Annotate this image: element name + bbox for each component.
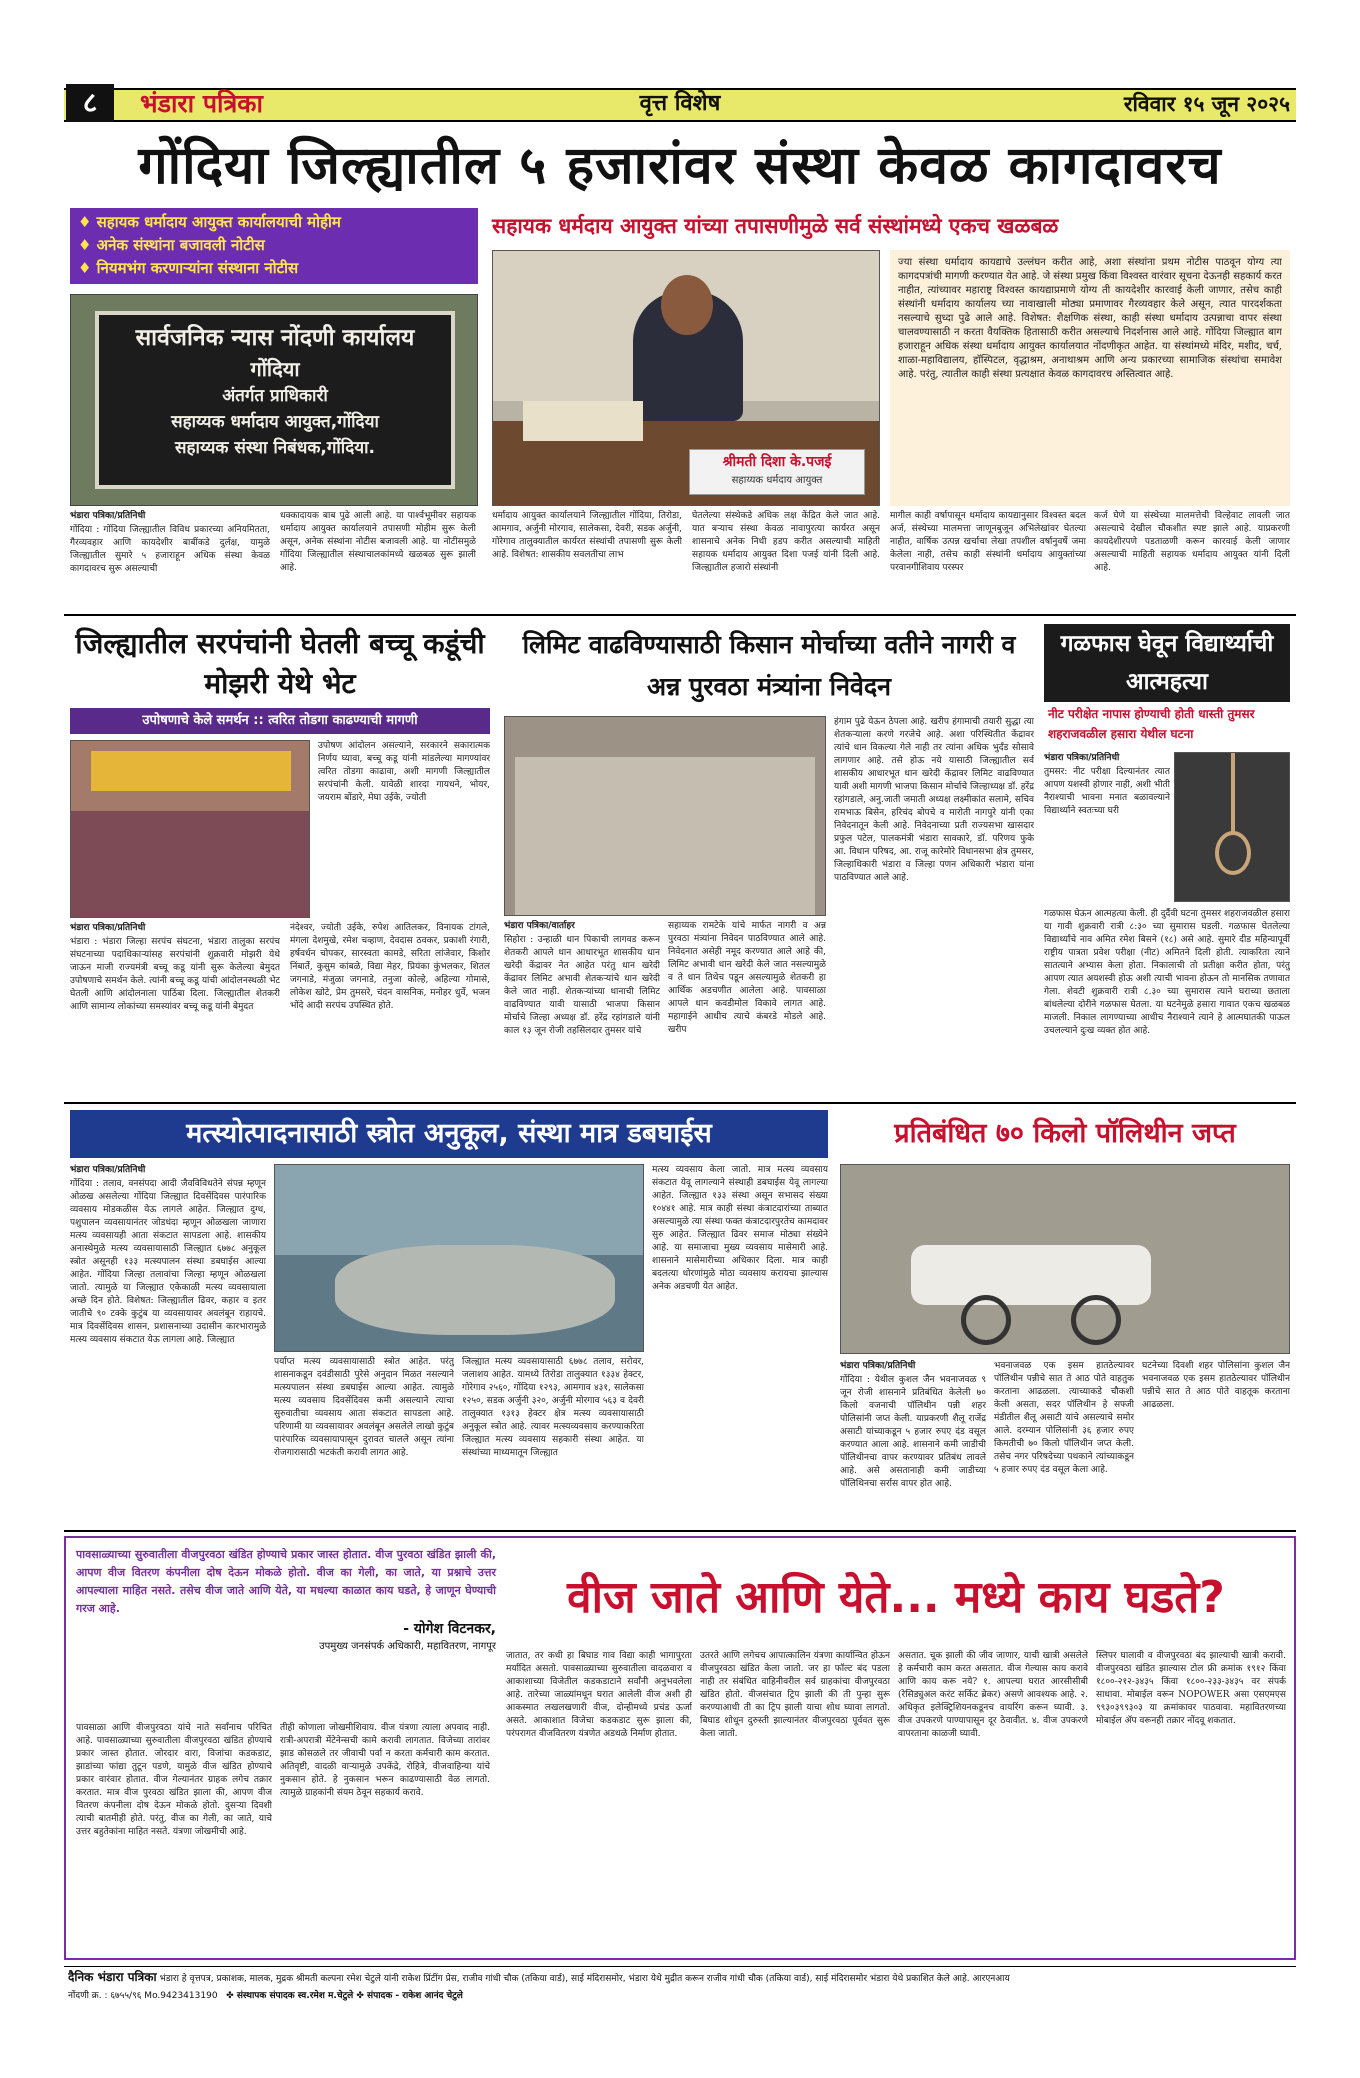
kisan-col-1: सिहोरा : उन्हाळी धान पिकाची लागवड करून शेतकरी आपले धान आधारभूत शासकीय धान खरेदी केंद्रावर नेत आहेत परंतु धान खरेदी केंद्रावर लिमिट अभावी शेतकऱ्यांचे धान खरेदी केले जात नाही. शेतकऱ्यांच्या धानाची लिमिट वाढविण्यात यावी यासाठी भाजपा किसान मोर्चाचे जिल्हा अध्यक्ष डॉ. हरेंद्र रहांगडाले यांनी काल १३ जून रोजी तहसिलदार तुमसर यांचे: [504, 935, 660, 1036]
electricity-col-6: स्लिपर घालावी व वीजपुरवठा बंद झाल्याची खात्री करावी. वीजपुरवठा खंडित झाल्यास टोल फ्री क्रमांक १९१२ किंवा १८००-२१२-३४३५ किंवा १८००-२३३-३४३५ वर संपर्क साधावा. मोबाईल वरून NOPOWER असा एसएमएस ९९३०३९९३०३ या क्रमांकावर पाठवावा. महावितरणच्या मोबाईल ॲप वरूनही तक्रार नोंदवू शकतात.: [1096, 1651, 1286, 1726]
plastic-col-1: गोंदिया : येथील कुशल जैन भवनाजवळ ९ जून रोजी शासनाने प्रतिबंधित केलेली ७० किलो वजनाची पॉलिथीन पन्नी शहर पोलिसांनी जप्त केली. याप्रकरणी शैलू राजेंद्र असाटी यांच्याकडून ५ हजार रुपए दंड वसूल करण्यात आला आहे. शासनाने कमी जाडीची पॉलिथीनचा वापर करण्यावर प्रतिबंध लावले आहे. असे असतानाही कमी जाडीच्या पॉलिथिनचा सर्रास वापर होत आहे.: [840, 1375, 986, 1489]
fish-col-1: गोंदिया : तलाव, वनसंपदा आदी जैवविविधतेने संपन्न म्हणून ओळख असलेल्या गोंदिया जिल्ह्यात दिवसेंदिवस पारंपारिक व्यवसाय मोडकळीस येऊ लागले आहेत. जिल्ह्यात दुग्ध, पशुपालन व्यवसायानंतर जोडधंदा म्हणून ओळखला जाणारा मत्स्य व्यवसायही आता संकटात सापडला आहे. शासकीय अनास्थेमुळे मत्स्य व्यवसायासाठी जिल्ह्यात ६७७८ अनुकूल स्त्रोत असूनही १३३ मत्स्यपालन संस्था डबघाईस आल्या आहेत. गोंदिया जिल्हा तलावांचा जिल्हा म्हणून ओळखला जातो. त्यामुळे या जिल्ह्यात एकेकाळी मत्स्य व्यवसायाला अच्छे दिन होते. विशेषत: जिल्ह्यातील ढिवर, कहार व इतर जातीचे ९० टक्के कुटुंब या व्यवसायावर अवलंबून राहायचे. मात्र दिवसेंदिवस शासन, प्रशासनाच्या उदासीन कारभारामुळे मत्स्य व्यवसाय संकटात येऊ लागला आहे. जिल्ह्यात: [70, 1179, 266, 1345]
student-headline: गळफास घेवून विद्यार्थ्याची आत्महत्या: [1044, 624, 1290, 702]
electricity-author: - योगेश विटनकर,: [403, 1621, 496, 1637]
sign-line: सहाय्यक धर्मादाय आयुक्त,गोंदिया: [171, 412, 379, 432]
fish-col-4: मत्स्य व्यवसाय केला जातो. मात्र मत्स्य व्यवसाय संकटात येवू लागल्याने संस्थाही डबघाईस येवू लागल्या आहेत. जिल्ह्यात १३३ संस्था असून सभासद संख्या १०४४१ आहे. मात्र काही संस्था कंत्राटदारांच्या ताब्यात असल्यामुळे त्या संस्था फक्त कंत्राटदारपुरतेच कामदावर सुरु आहेत. जिल्ह्यात ढिवर समाज मोठ्या संख्येने आहे. या समाजाचा मुख्य व्यवसाय मासेमारी आहे. शासनाने मासेमारीच्या अधिकार दिला. मात्र काही बदलत्या धोरणांमुळे मोठा व्यवसाय करायचा झाल्यास अनेक अडचणी येत आहेत.: [652, 1165, 828, 1292]
student-body: गळफास घेऊन आत्महत्या केली. ही दुर्दैवी घटना तुमसर शहराजवळील हसारा या गावी शुक्रवारी रात्री ८:३० च्या सुमारास घडली. गळफास घेतलेल्या विद्यार्थ्यांचे नाव अमित रमेश बिसने (१८) असे आहे. सुमारे दीड महिन्यापूर्वी राष्ट्रीय पात्रता प्रवेश परीक्षा (नीट) अमितने दिली होती. त्याकरिता त्याने सातत्याने अभ्यास केला होता. निकालाची तो प्रतीक्षा करीत होता, परंतु आपण त्यात अयशस्वी होऊ अशी त्याची भावना होऊन तो मानसिक तणावात गेला. शेवटी शुक्रवारी रात्री ८.३० च्या सुमारास त्याने घराच्या छताला बांधलेल्या दोरीने गळफास घेतला. या घटनेमुळे हसारा गावात एकच खळबळ माजली. निकाल लागण्याच्या आधीच नैराश्याने त्याने हे आत्मघातकी पाऊल उचलल्याने दुःख व्यक्त होत आहे.: [1044, 909, 1290, 1036]
nameplate: [689, 449, 865, 495]
electricity-col-4: उतरते आणि लगेचच आपात्कालिन यंत्रणा कार्यान्वित होऊन वीजपुरवठा खंडित केला जातो. जर हा फॉल्ट बंद पडला नाही तर संबंधित वाहिनीवरील सर्व ग्राहकांचा वीजपुरवठा खंडित होतो. वीजसंचात ट्रिप झाली की ती पुन्हा सुरू करण्याआधी ती का ट्रिप झाली याचा शोध घ्यावा लागतो. बिघाड शोधून दुरुस्ती झाल्यानंतर वीजपुरवठा पूर्ववत सुरू केला जातो.: [700, 1651, 890, 1739]
footer-editor: ✤ संस्थापक संपादक स्व.रमेश म.चेटुले ✤ संपादक - राकेश आनंद चेटुले: [226, 1991, 463, 2001]
electricity-col-1: पावसाळा आणि वीजपुरवठा यांचे नाते सर्वांनाच परिचित आहे. पावसाळ्याच्या सुरुवातीला वीजपुरवठा खंडित होण्याचे प्रकार जास्त होतात. जोरदार वारा, विजांचा कडकडाट, झाडांच्या फांद्या तुटून पडणे, यामुळे वीज खंडित होण्याचे प्रकार वारंवार होतात. वीज गेल्यानंतर ग्राहक लगेच तक्रार करतात. मात्र वीज पुरवठा खंडित झाला की, आपण वीज वितरण कंपनीला दोष देऊन मोकळे होतो. दुसऱ्या दिवशी त्याची बातमीही होते. परंतु, वीज का गेली, का जाते, याचे उत्तर बहुतेकांना माहित नसते. यंत्रणा जोखमीची आहे.: [76, 1723, 272, 1837]
lead-col-5: मागील काही वर्षापासून धर्मादाय कायद्यानुसार विश्वस्त बदल अर्ज, संस्थेच्या मालमत्ता जाणूनबुजून अभिलेखांवर घेतल्या नाहीत, वार्षिक उत्पन्न खर्चाचा लेखा तपशील वर्षानुवर्षे जमा केलेला नाही, तसेच काही संस्थांनी धर्मादाय आयुक्तांच्या परवानगीशिवाय परस्पर: [890, 511, 1086, 573]
water: [275, 1165, 644, 1255]
cart-wheel: [1071, 1295, 1121, 1345]
lead-byline: भंडारा पत्रिका/प्रतिनिधी: [70, 511, 146, 521]
footer-registration: नोंदणी क्र. : ६७५५/९६ Mo.9423413190: [68, 1991, 218, 2001]
cart-wheel: [961, 1295, 1011, 1345]
fish-net-photo: [274, 1164, 644, 1352]
crowd: [71, 811, 310, 918]
lead-intro-box: [890, 250, 1290, 506]
noose-loop: [1215, 831, 1251, 875]
lead-bullet-box: [70, 208, 478, 284]
electricity-headline: वीज जाते आणि येते... मध्ये काय घडते?: [567, 1572, 1225, 1623]
lead-intro: ज्या संस्था धर्मादाय कायद्याचे उल्लंघन करीत आहे, अशा संस्थांना प्रथम नोटीस पाठवून योग्य त्या कागदपत्रांची मागणी करण्यात येत आहे. जे संस्था प्रमुख किंवा विश्वस्त वारंवार सूचना देऊनही सहकार्य करत नाहीत, त्यांच्यावर महाराष्ट्र विश्वस्त कायद्याप्रमाणे योग्य ती कायदेशीर कारवाई केली जाणार, तसेच काही संस्थांनी धर्मादाय कार्यालय च्या नावाखाली मोठ्या प्रमाणावर गैरव्यवहार केले असून, त्यात पारदर्शकता नसल्याचे सुध्दा पुढे आले आहे. विशेषत: शैक्षणिक संस्था, काही संस्था धर्मादाय उत्पन्नाचा वापर संस्था चालवण्यासाठी न करता वैयक्तिक हितासाठी करीत असल्याचे निदर्शनास आले आहे. गोंदिया जिल्ह्यात बाग हजाराहून अधिक संस्था धर्मादाय आयुक्त कार्यालयात नोंदणीकृत आहेत. या संस्थांमध्ये मंदिर, मशीद, चर्च, शाळा-महाविद्यालय, हॉस्पिटल, वृद्धाश्रम, अनाथाश्रम आणि अन्य प्रकारच्या सामाजिक संस्थांचा समावेश आहे. परंतु, त्यातील काही संस्था प्रत्यक्षात केवळ कागदावरच अस्तित्वात आहे.: [898, 257, 1282, 380]
sign-line: सहाय्यक संस्था निबंधक,गोंदिया.: [175, 438, 375, 458]
plastic-col-3: घटनेच्या दिवशी शहर पोलिसांना कुशल जैन भवनाजवळ एक इसम हातठेल्यावर पॉलिथीन पन्नीचे सात ते आठ पोते वाहतूक करताना आढळला.: [1142, 1361, 1290, 1410]
fish-col-2: पर्याप्त मत्स्य व्यवसायासाठी स्त्रोत आहेत. परंतु शासनाकडून दवंडीसाठी पुरेसे अनुदान मिळत नसल्याने मत्स्यपालन संस्था डबघाईस आल्या आहेत. त्यामुळे मत्स्य व्यवसाय दिवसेंदिवस कमी असल्याने त्याचा सुरुवातीचा व्यवसाय आता संकटात सापडला आहे. परिणामी या व्यवसायावर अवलंबून असलेले लाखो कुटुंब पारंपारिक व्यवसायापासून दुरावत चालले असून त्यांना रोजगारासाठी भटकंती करावी लागत आहे.: [274, 1357, 454, 1458]
kisan-byline: भंडारा पत्रिका/वार्ताहर: [504, 921, 575, 931]
kisan-headline: लिमिट वाढविण्यासाठी किसान मोर्चाच्या वतीने नागरी व अन्न पुरवठा मंत्र्यांना निवेदन: [522, 630, 1016, 701]
lead-col-2: धक्कादायक बाब पुढे आली आहे. या पार्श्वभूमीवर सहायक धर्मादाय आयुक्त कार्यालयाने तपासणी मोहीम सुरू केली असून, अनेक संस्थांना नोटीस बजावली आहे. या नोटीसमुळे गोंदिया जिल्ह्यातील संस्थाचालकांमध्ये खळबळ सुरू झाली आहे.: [280, 511, 476, 573]
kisan-col-3: हंगाम पुढे येऊन ठेपला आहे. खरीप हंगामाची तयारी सुद्धा त्या शेतकऱ्याला करणे गरजेचे आहे. अशा परिस्थितीत केंद्रावर त्यांचे धान विकल्या गेले नाही तर त्यांना अधिक भुर्दंड सोसावे लागणार आहे. तसे होऊ नये यासाठी जिल्ह्यातील सर्व शासकीय आधारभूत धान खरेदी केंद्रावर लिमिट वाढविण्यात यावी अशी मागणी भाजपा किसान मोर्चाचे जिल्हाध्यक्ष डॉ. हरेंद्र रहांगडाले, अनु.जाती जमाती अध्यक्ष लक्ष्मीकांत सलामे, सचिव रामभाऊ बिसेन, हरिचंद बोपचे व मारोती नागपुरे यांनी एका निवेदनातून केली आहे. निवेदनाच्या प्रती राज्यसभा खासदार प्रफुल पटेल, पालकमंत्री भंडारा सावकारे, डॉ. परिणय फुके आ. विधान परिषद, आ. राजू कारेमोरे विधानसभा क्षेत्र तुमसर, जिल्हाधिकारी भंडारा व जिल्हा पणन अधिकारी भंडारा यांना पाठविण्यात आले आहे.: [834, 717, 1034, 883]
lead-subheadline: सहायक धर्मदाय आयुक्त यांच्या तपासणीमुळे सर्व संस्थांमध्ये एकच खळबळ: [492, 214, 1059, 238]
lead-col-1: गोंदिया : गोंदिया जिल्ह्यातील विविध प्रकारच्या अनियमितता, गैरव्यवहार आणि कायदेशीर बाबींकडे दुर्लक्ष, यामुळे जिल्ह्यातील सुमारे ५ हजाराहून अधिक संस्था केवळ कागदावरच सुरू असल्याची: [70, 525, 270, 574]
banner: [91, 751, 291, 791]
student-subhead: नीट परीक्षेत नापास होण्याची होती धास्ती तुमसर शहराजवळील हसारा येथील घटना: [1048, 707, 1255, 741]
electricity-quote-box: [76, 1546, 496, 1716]
nameplate-title: सहाय्यक धर्मदाय आयुक्त: [731, 475, 823, 486]
sarpanch-side: उपोषण आंदोलन असल्याने, सरकारने सकारात्मक निर्णय घ्यावा, बच्चू कडू यांनी मांडलेल्या मागण्यांवर त्वरित तोडगा काढावा, अशी मागणी जिल्ह्यातील सरपंचांनी केली. यावेळी शारदा गायधने, भोयर, जयराम बोंडारे, मेघा उईके, ज्योती: [318, 741, 490, 803]
electricity-col-3: जातात, तर कधी हा बिघाड गाव विद्या काही भागापुरता मर्यादित असतो. पावसाळ्याच्या सुरुवातीला वादळवारा व आकाशाच्या विजेतील कडकडाटाने सर्वांनी अनुभवलेला आहे. तारेच्या जाळ्यांमधून घरात आलेली वीज अशी ही आकस्मात लखलखणारी वीज, दोन्हीमध्ये प्रचंड ऊर्जा असते. आकाशात विजेचा कडकडाट सुरू झाला की, परंपरागत वीजवितरण यंत्रणेत अडथळे निर्माण होतात.: [506, 1651, 692, 1739]
people: [515, 757, 815, 916]
noose-photo: [1174, 752, 1290, 902]
officer-photo: [492, 250, 880, 506]
issue-date: रविवार १५ जून २०२५: [1123, 92, 1290, 116]
footer-masthead: दैनिक भंडारा पत्रिका: [68, 1970, 157, 1984]
sign-line: अंतर्गत प्राधिकारी: [222, 386, 328, 406]
kisan-delegation-photo: [504, 716, 826, 916]
sign-line: गोंदिया: [250, 357, 300, 381]
divider: [64, 1530, 1296, 1532]
sarpanch-byline: भंडारा पत्रिका/प्रतिनिधी: [70, 923, 146, 933]
lead-bullet: ♦ नियमभंग करणाऱ्यांना संस्थाना नोटीस: [78, 259, 299, 277]
sign-board: [95, 311, 455, 489]
plastic-byline: भंडारा पत्रिका/प्रतिनिधी: [840, 1361, 916, 1371]
officer-head: [661, 275, 713, 335]
student-side: तुमसर: नीट परीक्षा दिल्यानंतर त्यात आपण यशस्वी होणार नाही, अशी भीती नैराश्याची भावना मनात बळावल्याने विद्यार्थ्याने स्वतःच्या घरी: [1044, 767, 1170, 816]
sarpanch-subhead: उपोषणाचे केले समर्थन :: त्वरित तोडगा काढण्याची मागणी: [70, 708, 490, 734]
seized-polythene-photo: [840, 1164, 1290, 1354]
nameplate-name: श्रीमती दिशा के.पजई: [722, 454, 832, 470]
lead-bullet: ♦ सहायक धर्मादाय आयुक्त कार्यालयाची मोहीम: [78, 213, 341, 231]
net-catch: [335, 1245, 615, 1335]
sarpanch-headline: जिल्ह्यातील सरपंचांनी घेतली बच्चू कडूंची मोझरी येथे भेट: [75, 627, 485, 700]
plastic-col-2: भवनाजवळ एक इसम हातठेल्यावर पॉलिथीन पन्नीचे सात ते आठ पोते वाहतुक करताना आढळला. त्याच्याकडे चौकशी केली असता, सदर पॉलिथीन हे सफ्जी मंडीतील शैलू असाटी यांचे असल्याचे समोर आले. दरम्यान पोलिसांनी ३६ हजार रुपए किमतीची ७० किलो पॉलिथीन जप्त केली. तसेच नगर परिषदेच्या पथकाने त्यांच्याकडून ५ हजार रुपए दंड वसूल केला आहे.: [994, 1361, 1134, 1475]
kisan-col-2: सहाय्यक रामटेके यांचे मार्फत नागरी व अन्न पुरवठा मंत्र्यांना निवेदन पाठविण्यात आले आहे. निवेदनात असेही नमूद करण्यात आले आहे की, लिमिट अभावी धान खरेदी केले जात नसल्यामुळे व ते धान तिथेच पडून असल्यामुळे शेतकरी हा आर्थिक अडचणीत आलेला आहे. पावसाळा आपले धान कवडीमोल विकावे लागत आहे. महागाईने आधीच त्याचे कंबरडे मोडले आहे. खरीप: [668, 921, 826, 1035]
electricity-quote: पावसाळ्याच्या सुरुवातीला वीजपुरवठा खंडित होण्याचे प्रकार जास्त होतात. वीज पुरवठा खंडित झाली की, आपण वीज वितरण कंपनीला दोष देऊन मोकळे होतो. वीज का गेली, का जाते, या प्रश्नाचे उत्तर आपल्याला माहित नसते. तसेच वीज जाते आणि येते, या मधल्या काळात काय घडते, हे जाणून घेण्याची गरज आहे.: [76, 1548, 497, 1615]
sarpanch-group-photo: [70, 740, 310, 918]
paper-name: भंडारा पत्रिका: [140, 89, 263, 118]
sarpanch-col-1: भंडारा : भंडारा जिल्हा सरपंच संघटना, भंडारा तालुका सरपंच संघटनाच्या पदाधिकाऱ्यांसह सरपंचांनी शुक्रवारी मोझरी येथे जाऊन माजी राज्यमंत्री बच्चू कडू यांनी सुरू केलेल्या बेमुदत उपोषणाचे समर्थन केले. त्यांनी बच्चू कडू यांची आंदोलनस्थळी भेट घेतली आणि आंदोलनाला पाठिंबा दिला. जिल्ह्यातील शेतकरी आणि सामान्य लोकांच्या समस्यांवर बच्चू कडू यांनी बेमुदत: [70, 937, 280, 1012]
lead-headline: गोंदिया जिल्ह्यातील ५ हजारांवर संस्था केवळ कागदावरच: [138, 136, 1222, 196]
divider: [64, 1102, 1296, 1104]
electricity-col-2: तीही कोणाला जोखमीशिवाय. वीज यंत्रणा त्याला अपवाद नाही. रात्री-अपरात्री मेंटेनेन्सची कामे करावी लागतात. विजेच्या तारांवर झाड कोसळले तर जीवाची पर्वा न करता कर्मचारी काम करतात. अतिवृष्टी, वादळी वाऱ्यामुळे उपकेंद्रे, रोहित्रे, वीजवाहिन्या यांचे नुकसान होते. हे नुकसान भरून काढण्यासाठी वेळ लागतो. त्यामुळे ग्राहकांनी संयम ठेवून सहकार्य करावे.: [280, 1723, 490, 1798]
divider: [64, 614, 1296, 616]
fish-byline: भंडारा पत्रिका/प्रतिनिधी: [70, 1165, 146, 1175]
electricity-author-title: उपमुख्य जनसंपर्क अधिकारी, महावितरण, नागपूर: [319, 1641, 496, 1652]
student-byline: भंडारा पत्रिका/प्रतिनिधी: [1044, 753, 1120, 763]
files-stack: [523, 401, 643, 441]
fish-col-3: जिल्ह्यात मत्स्य व्यवसायासाठी ६७७८ तलाव, सरोवर, जलाशय आहेत. यामध्ये तिरोडा तालुक्यात १३३४ हेक्टर, गोरेगाव २५६०, गोंदिया १२९३, आमगाव ४३१, सालेकसा १२५०, सडक अर्जुनी ३२०, अर्जुनी मोरगाव ५६३ व देवरी तालुक्यात १३१३ हेक्टर क्षेत्र मत्स्य व्यवसायासाठी अनुकूल स्त्रोत आहे. त्यावर मत्स्यव्यवसाय करण्याकरिता जिल्ह्यात मत्स्य व्यवसाय सहकारी संस्था आहेत. या संस्थांच्या माध्यमातून जिल्ह्यात: [462, 1357, 644, 1458]
plastic-headline: प्रतिबंधित ७० किलो पॉलिथीन जप्त: [894, 1118, 1236, 1149]
sign-line: सार्वजनिक न्यास नोंदणी कार्यालय: [135, 325, 415, 351]
page-number: ८: [66, 84, 114, 122]
lead-col-3: धर्मादाय आयुक्त कार्यालयाने जिल्ह्यातील गोंदिया, तिरोडा, आमगाव, अर्जुनी मोरगाव, सालेकसा, देवरी, सडक अर्जुनी, गोरेगाव तालुक्यातील कार्यरत संस्थांची तपासणी सुरू केली आहे. विशेषत: शासकीय सवलतीचा लाभ: [492, 511, 682, 560]
lead-col-6: कर्ज घेणे या संस्थेच्या मालमत्तेची विल्हेवाट लावली जात असल्याचे देखील चौकशीत स्पष्ट झाले आहे. याप्रकरणी कायदेशीरपणे पडताळणी करून कारवाई केली जाणार असल्याची माहिती सहायक धर्मादाय आयुक्त यांनी दिली आहे.: [1094, 511, 1290, 573]
sarpanch-col-2: नंदेश्वर, ज्योती उईके, रुपेश आतिलकर, विनायक टांगले, मंगला देशमुखे, रमेश चव्हाण, देवदास ठवकर, प्रकाशी रंगारी, हर्षवर्धन चोपकर, सारस्वता कामडे, सरिता लांजेवार, किशोर निंबार्ते, कुसुम कांबळे, विद्या मेहर, प्रियंका कुंभलकर, शितल जगनाडे, मंजुळा जगनाडे, तनुजा कोल्हे, अहिल्या गोमासे, लोकेश खोटे, प्रेम तुमसरे, चंदन वासनिक, मनोहर धुर्वे, भजन भोंदे आदी सरपंच उपस्थित होते.: [290, 923, 490, 1011]
cart-load: [911, 1245, 1151, 1305]
electricity-col-5: असतात. चूक झाली की जीव जाणार, याची खात्री असलेले हे कर्मचारी काम करत असतात. वीज गेल्यास काय करावे आणि काय करू नये? १. आपल्या घरात आरसीसीबी (रेसिड्युअल करंट सर्किट ब्रेकर) असणे आवश्यक आहे. २. अधिकृत इलेक्ट्रिशियनकडूनच वायरिंग करून घ्यावी. ३. वीज उपकरणे पाण्यापासून दूर ठेवावीत. ४. वीज उपकरणे वापरताना काळजी घ्यावी.: [898, 1651, 1088, 1739]
office-sign-photo: [70, 294, 478, 506]
footer-imprint: भंडारा हे वृत्तपत्र, प्रकाशक, मालक, मुद्रक श्रीमती कल्पना रमेश चेटुले यांनी राकेश प्रिंटींग प्रेस, राजीव गांधी चौक (तकिया वार्ड), साई मंदिरासमोर, भंडारा येथे मुद्रीत करून राजीव गांधी चौक (तकिया वार्ड), साई मंदिरासमोर भंडारा येथे प्रकाशित केले आहे. आरएनआय: [159, 1974, 1010, 1984]
footer-imprint-bar: [64, 1966, 1296, 2006]
fish-headline: मत्स्योत्पादनासाठी स्त्रोत अनुकूल, संस्था मात्र डबघाईस: [70, 1110, 828, 1158]
section-name: वृत्त विशेष: [639, 91, 721, 116]
lead-bullet: ♦ अनेक संस्थांना बजावली नोटीस: [78, 236, 265, 254]
rope: [1231, 753, 1235, 833]
lead-col-4: घेतलेल्या संस्थेकडे अधिक लक्ष केंद्रित केले जात आहे. यात बऱ्याच संस्था केवळ नावापुरत्या कार्यरत असून शासनाचे अनेक निधी हडप करीत असल्याची माहिती सहायक धर्मादाय आयुक्त दिशा पजई यांनी दिली आहे. जिल्ह्यातील हजारो संस्थांनी: [692, 511, 880, 573]
